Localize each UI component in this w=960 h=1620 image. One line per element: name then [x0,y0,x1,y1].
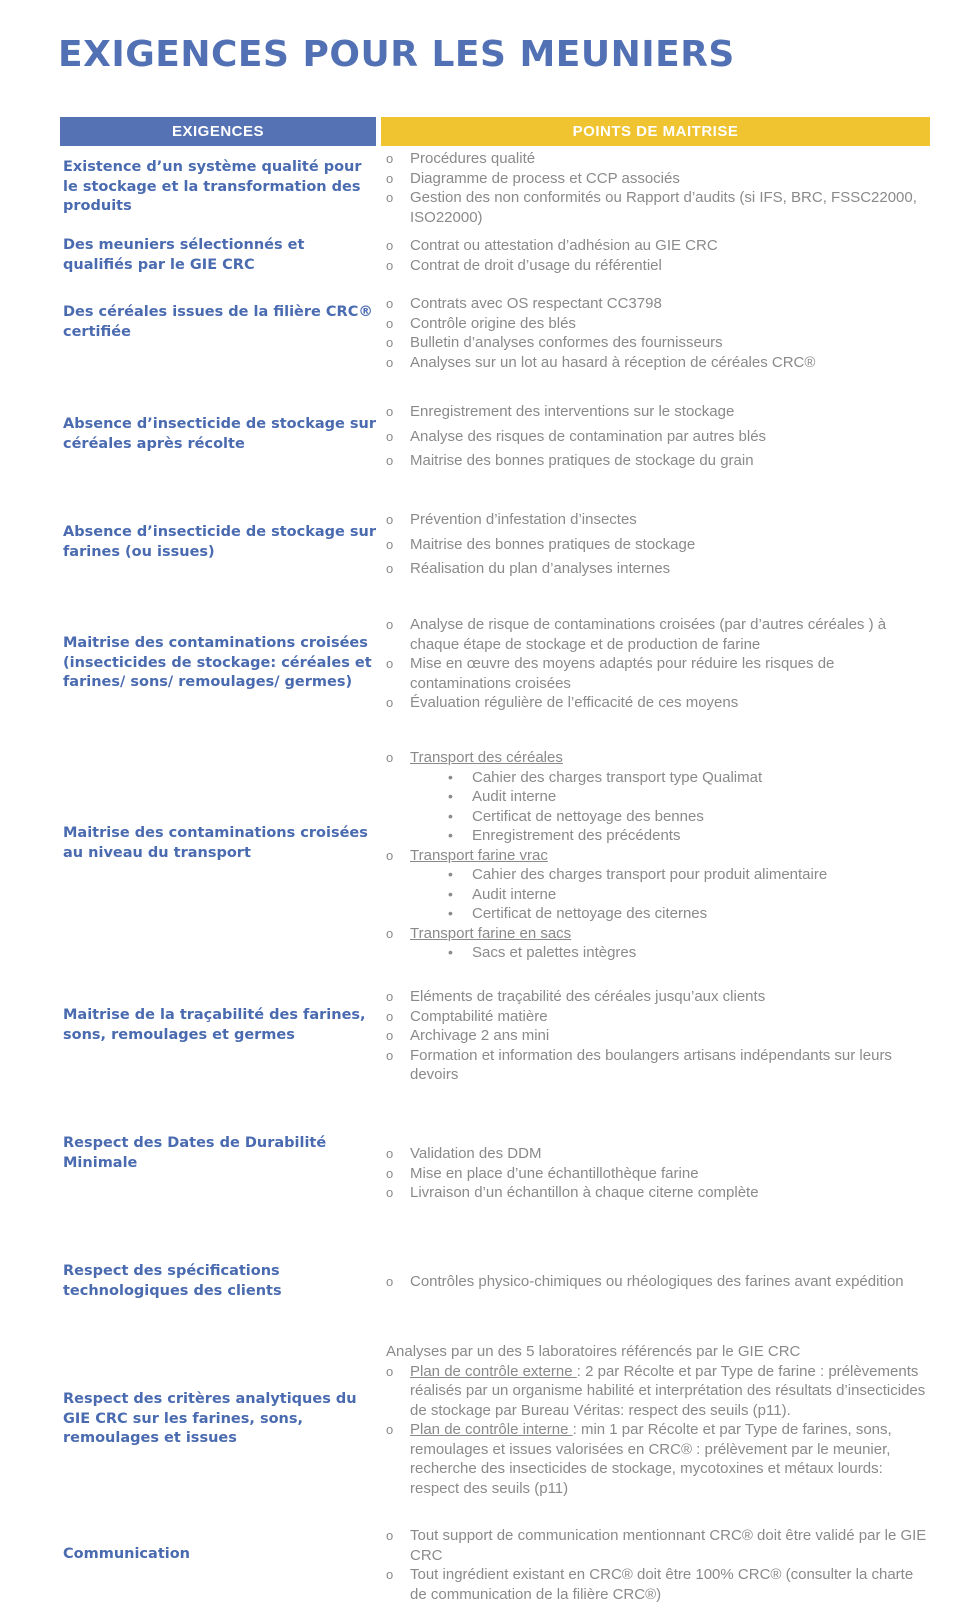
list-item: o Eléments de traçabilité des céréales jusqu’aux clients [386,987,931,1007]
points-criteres-analytiques [386,1342,931,1498]
requirement-insecticide-farines: Absence d’insecticide de stockage sur farines (ou issues) [63,524,377,560]
group-label-transport-cereales: Transport des céréales [410,749,563,766]
list-item: o Contrat ou attestation d’adhésion au GIE CRC [386,236,931,256]
list-item: o Enregistrement des interventions sur le stockage [386,402,931,422]
list-item: • Audit interne [386,885,931,905]
list-item: o Tout support de communication mentionnant CRC® doit être validé par le GIE CRC [386,1526,931,1565]
list-item: o Livraison d’un échantillon à chaque citerne complète [386,1183,931,1203]
list-item: o Maitrise des bonnes pratiques de stockage du grain [386,451,931,471]
points-communication [386,1526,931,1604]
list-item: o Contrat de droit d’usage du référentiel [386,256,931,276]
points-meuniers-selectionnes [386,236,931,275]
points-ddm [386,1144,931,1203]
requirement-systeme-qualite: Existence d’un système qualité pour le stockage et la transformation des produits [63,159,362,214]
list-item: o Réalisation du plan d’analyses internes [386,559,931,579]
requirement-cereales-filiere: Des céréales issues de la filière CRC® certifiée [63,304,373,340]
points-insecticide-cereales [386,402,931,476]
list-item: o Contrats avec OS respectant CC3798 [386,294,931,314]
list-item: • Audit interne [386,787,931,807]
list-item: o Analyses sur un lot au hasard à réception de céréales CRC® [386,353,931,373]
points-tracabilite [386,987,931,1085]
list-item: o Gestion des non conformités ou Rapport d’audits (si IFS, BRC, FSSC22000, ISO22000) [386,188,931,227]
list-item [386,748,931,768]
header-points-de-maitrise: POINTS DE MAITRISE [381,117,930,146]
requirement-communication: Communication [63,1546,191,1562]
requirement-ddm: Respect des Dates de Durabilité Minimale [63,1135,327,1171]
points-contaminations-croisees [386,615,931,713]
group-label-transport-vrac: Transport farine vrac [410,846,548,864]
list-item: o Analyse des risques de contamination par autres blés [386,427,931,447]
requirement-criteres-analytiques: Respect des critères analytiques du GIE CRC sur les farines, sons, remoulages et issues [63,1391,357,1446]
list-item: o Tout ingrédient existant en CRC® doit être 100% CRC® (consulter la charte de communication de la filière CRC®) [386,1565,931,1604]
plan-interne-text: : min 1 par Récolte et par Type de farines, sons, remoulages et issues valorisées en CRC® : prélèvement par le meunier, recherche des insecticides de stockage, mycotoxines et métaux lourds: respect des seuils (p11) [410,1421,892,1497]
requirement-tracabilite: Maitrise de la traçabilité des farines, sons, remoulages et germes [63,1007,366,1043]
list-item: o Mise en œuvre des moyens adaptés pour réduire les risques de contaminations croisées [386,654,931,693]
list-item [386,1362,931,1421]
plan-externe-text: : 2 par Récolte et par Type de farine : prélèvements réalisés par un organisme habilité et interprétation des résultats d’insecticides de stockage par Bureau Véritas: respect des seuils (p11). [410,1362,926,1419]
requirement-specifications-clients: Respect des spécifications technologiques des clients [63,1263,282,1299]
list-item [386,1420,931,1498]
header-exigences: EXIGENCES [60,117,376,146]
sublist-transport-vrac [386,865,931,924]
plan-externe-label: Plan de contrôle externe [410,1362,577,1380]
list-item: o Diagramme de process et CCP associés [386,169,931,189]
requirement-insecticide-cereales: Absence d’insecticide de stockage sur céréales après récolte [63,416,377,452]
list-item: o Évaluation régulière de l’efficacité de ces moyens [386,693,931,713]
list-item: • Cahier des charges transport type Qualimat [386,768,931,788]
list-item: o Prévention d’infestation d’insectes [386,510,931,530]
requirement-contaminations-transport: Maitrise des contaminations croisées au niveau du transport [63,825,368,861]
list-item [386,846,931,866]
list-item: o Maitrise des bonnes pratiques de stockage [386,535,931,555]
list-item: • Cahier des charges transport pour produit alimentaire [386,865,931,885]
list-item: o Validation des DDM [386,1144,931,1164]
list-item: o Contrôles physico-chimiques ou rhéologiques des farines avant expédition [386,1272,931,1292]
list-item: • Certificat de nettoyage des citernes [386,904,931,924]
points-cereales-filiere [386,294,931,372]
list-item [386,924,931,944]
list-item: o Mise en place d’une échantillothèque farine [386,1164,931,1184]
requirement-contaminations-croisees: Maitrise des contaminations croisées (insecticides de stockage: céréales et farines/ sons/ remoulages/ germes) [63,635,372,690]
analyses-intro: Analyses par un des 5 laboratoires référencés par le GIE CRC [386,1343,801,1360]
list-item: o Procédures qualité [386,149,931,169]
points-specifications-clients [386,1272,931,1292]
list-item: o Analyse de risque de contaminations croisées (par d’autres céréales ) à chaque étape de stockage et de production de farine [386,615,931,654]
points-contaminations-transport [386,748,931,963]
list-item: o Contrôle origine des blés [386,314,931,334]
points-insecticide-farines [386,510,931,584]
requirement-meuniers-selectionnes: Des meuniers sélectionnés et qualifiés par le GIE CRC [63,237,305,273]
sublist-transport-sacs [386,943,931,963]
page-title: EXIGENCES POUR LES MEUNIERS [58,34,735,75]
group-label-transport-sacs: Transport farine en sacs [410,924,572,942]
plan-interne-label: Plan de contrôle interne [410,1421,573,1438]
list-item: o Formation et information des boulangers artisans indépendants sur leurs devoirs [386,1046,931,1085]
points-systeme-qualite [386,149,931,227]
list-item: o Comptabilité matière [386,1007,931,1027]
list-item: o Bulletin d’analyses conformes des fournisseurs [386,333,931,353]
list-item: • Sacs et palettes intègres [386,943,931,963]
list-item: o Archivage 2 ans mini [386,1026,931,1046]
sublist-transport-cereales [386,768,931,846]
list-item: • Certificat de nettoyage des bennes [386,807,931,827]
list-item: • Enregistrement des précédents [386,826,931,846]
